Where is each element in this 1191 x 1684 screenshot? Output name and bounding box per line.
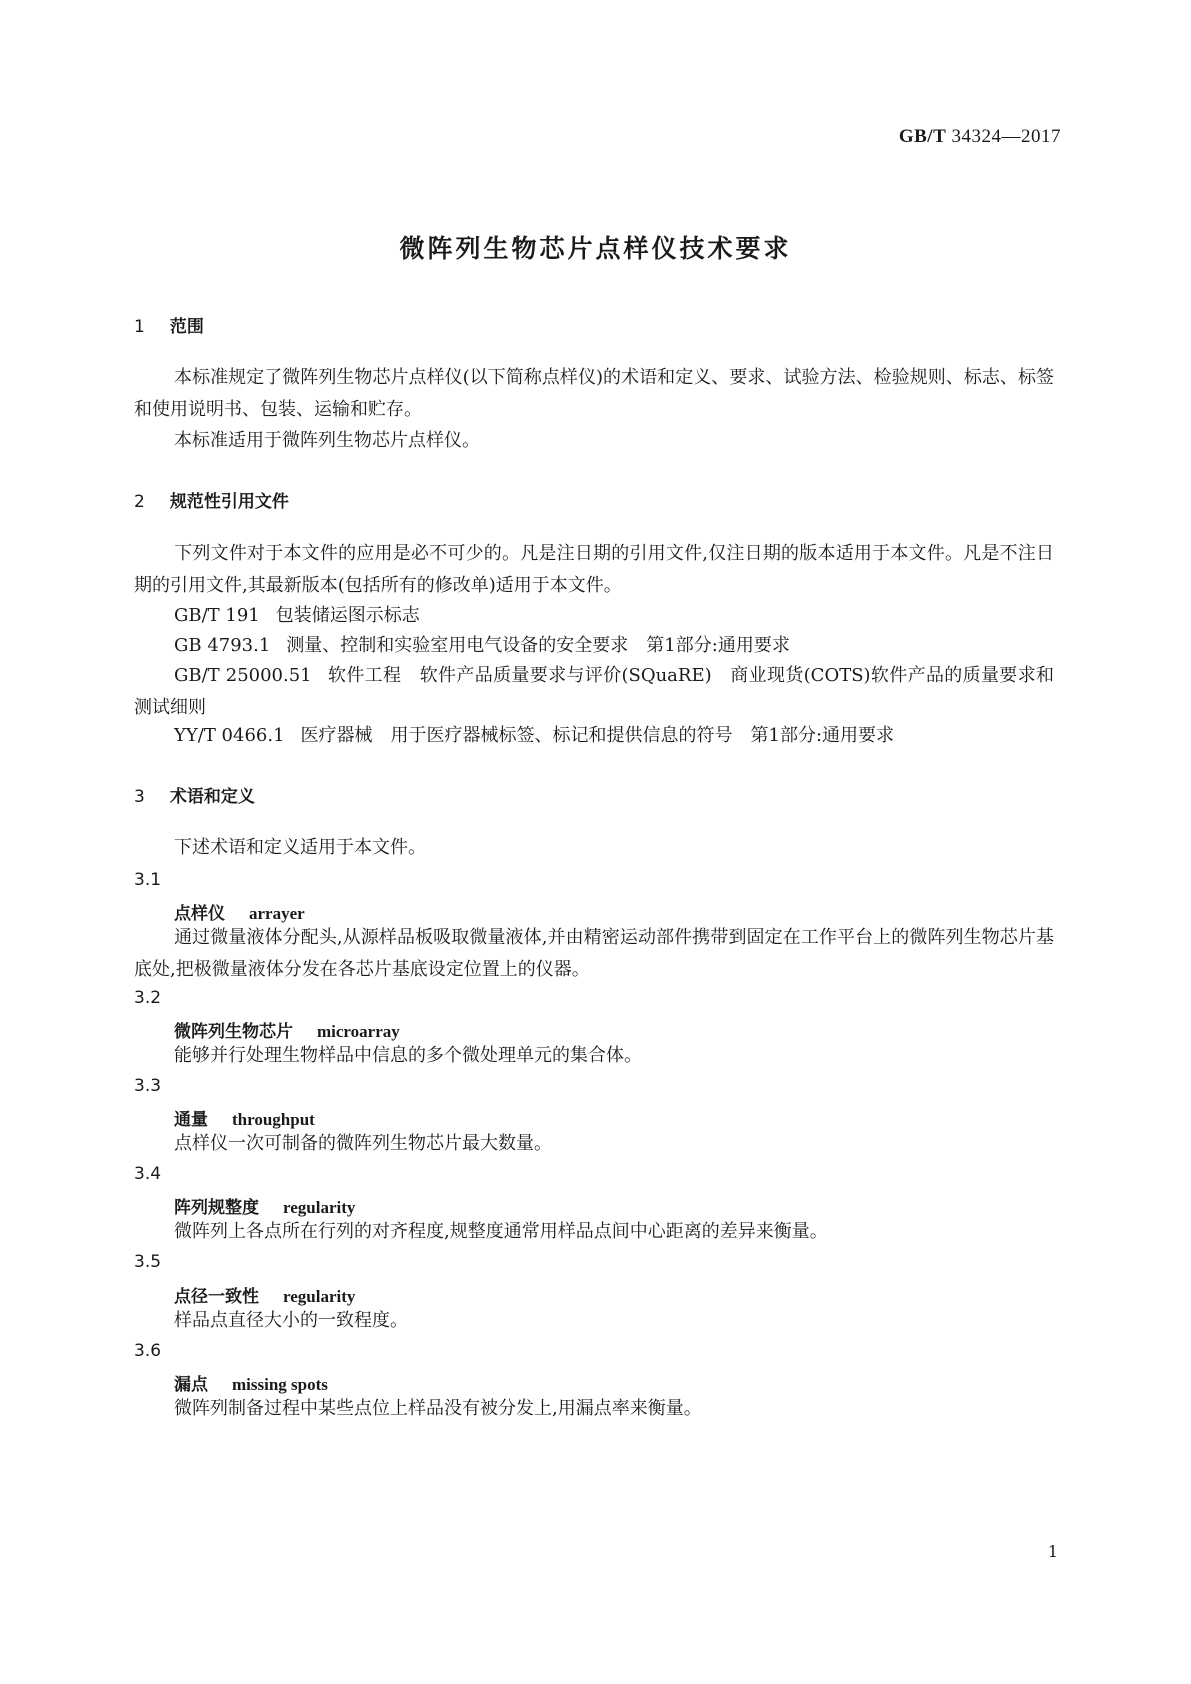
term-name — [174, 1105, 315, 1130]
reference-code: GB/T 25000.51 — [174, 665, 312, 686]
section-1-paragraph-2 — [134, 425, 1054, 457]
section-title: 规范性引用文件 — [169, 492, 289, 512]
reference-item — [134, 660, 1054, 724]
reference-title: 包装储运图示标志 — [275, 605, 420, 626]
reference-code: YY/T 0466.1 — [174, 725, 285, 746]
term-chinese: 点径一致性 — [174, 1287, 259, 1307]
term-english: regularity — [283, 1198, 356, 1217]
paragraph-text: 下列文件对于本文件的应用是必不可少的。凡是注日期的引用文件,仅注日期的版本适用于本文件。凡是不注日期的引用文件,其最新版本(包括所有的修改单)适用于本文件。 — [134, 543, 1054, 596]
standard-prefix: GB/T — [898, 126, 947, 147]
term-definition — [134, 1216, 1054, 1248]
term-number: 3.5 — [134, 1252, 162, 1272]
section-1-heading — [134, 312, 204, 337]
term-definition — [134, 1040, 1054, 1072]
term-number: 3.1 — [134, 870, 162, 890]
section-1-paragraph-1 — [134, 362, 1054, 426]
standard-number: 34324—2017 — [951, 126, 1061, 147]
definition-text: 微阵列制备过程中某些点位上样品没有被分发上,用漏点率来衡量。 — [174, 1398, 702, 1419]
definition-text: 微阵列上各点所在行列的对齐程度,规整度通常用样品点间中心距离的差异来衡量。 — [174, 1221, 828, 1242]
term-number: 3.6 — [134, 1341, 162, 1361]
term-chinese: 阵列规整度 — [174, 1198, 259, 1218]
term-chinese: 微阵列生物芯片 — [174, 1022, 293, 1042]
term-number: 3.2 — [134, 988, 162, 1008]
term-english: regularity — [283, 1287, 356, 1306]
paragraph-text: 下述术语和定义适用于本文件。 — [174, 837, 426, 858]
term-english: throughput — [232, 1110, 315, 1129]
section-number: 2 — [134, 492, 145, 512]
term-english: microarray — [317, 1022, 400, 1041]
reference-code: GB 4793.1 — [174, 635, 271, 656]
section-2-heading — [134, 487, 289, 512]
standard-code — [899, 126, 1061, 148]
reference-title: 软件工程 软件产品质量要求与评价(SQuaRE) 商业现货(COTS)软件产品的质量要求和测试细则 — [134, 665, 1054, 718]
term-chinese: 通量 — [174, 1110, 208, 1130]
page-number: 1 — [1047, 1542, 1058, 1561]
section-number: 3 — [134, 787, 145, 807]
section-3-heading — [134, 782, 255, 807]
term-name — [174, 1370, 328, 1395]
paragraph-text: 本标准适用于微阵列生物芯片点样仪。 — [174, 430, 480, 451]
section-number: 1 — [134, 317, 145, 337]
term-definition — [134, 922, 1054, 986]
term-chinese: 漏点 — [174, 1375, 208, 1395]
term-name — [174, 899, 305, 924]
definition-text: 样品点直径大小的一致程度。 — [174, 1310, 408, 1331]
reference-item — [174, 720, 894, 752]
definition-text: 通过微量液体分配头,从源样品板吸取微量液体,并由精密运动部件携带到固定在工作平台上的微阵列生物芯片基底处,把极微量液体分发在各芯片基底设定位置上的仪器。 — [134, 927, 1054, 980]
term-definition — [134, 1128, 1054, 1160]
definition-text: 能够并行处理生物样品中信息的多个微处理单元的集合体。 — [174, 1045, 642, 1066]
reference-item — [174, 600, 420, 632]
term-chinese: 点样仪 — [174, 904, 225, 924]
paragraph-text: 本标准规定了微阵列生物芯片点样仪(以下简称点样仪)的术语和定义、要求、试验方法、检验规则、标志、标签和使用说明书、包装、运输和贮存。 — [134, 367, 1054, 420]
term-number: 3.4 — [134, 1164, 162, 1184]
section-2-paragraph-1 — [134, 538, 1054, 602]
section-3-paragraph-1 — [134, 832, 1054, 864]
definition-text: 点样仪一次可制备的微阵列生物芯片最大数量。 — [174, 1133, 552, 1154]
term-number: 3.3 — [134, 1076, 162, 1096]
reference-title: 测量、控制和实验室用电气设备的安全要求 第1部分:通用要求 — [286, 635, 790, 656]
term-name — [174, 1017, 400, 1042]
term-english: arrayer — [249, 904, 305, 923]
reference-item — [174, 630, 790, 662]
term-name — [174, 1282, 355, 1307]
term-definition — [134, 1393, 1054, 1425]
reference-title: 医疗器械 用于医疗器械标签、标记和提供信息的符号 第1部分:通用要求 — [300, 725, 895, 746]
document-title: 微阵列生物芯片点样仪技术要求 — [399, 234, 792, 263]
term-definition — [134, 1305, 1054, 1337]
reference-code: GB/T 191 — [174, 605, 260, 626]
term-name — [174, 1193, 355, 1218]
section-title: 术语和定义 — [169, 787, 255, 807]
section-title: 范围 — [169, 317, 204, 337]
term-english: missing spots — [232, 1375, 328, 1394]
